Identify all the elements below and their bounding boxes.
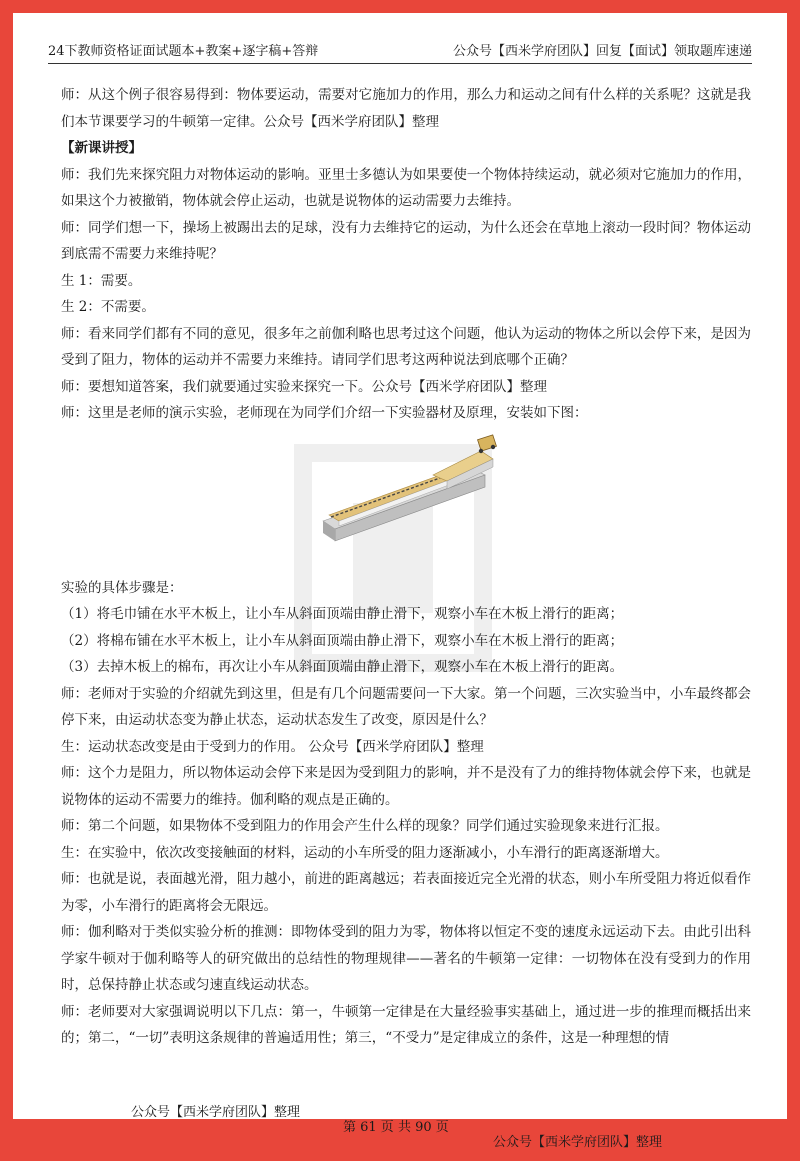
paragraph: 生：在实验中，依次改变接触面的材料，运动的小车所受的阻力逐渐减小，小车滑行的距离逐渐增大。 (61, 844, 669, 861)
document-page (13, 13, 787, 1150)
header-left-text: 24下教师资格证面试题本+教案+逐字稿+答辩 (48, 44, 319, 59)
paragraph: 师：老师对于实验的介绍就先到这里，但是有几个问题需要问一下大家。第一个问题，三次实验当中，小车最终都会停下来，由运动状态变为静止状态，运动状态发生了改变，原因是什么？ (61, 685, 751, 728)
paragraph: 师：我们先来探究阻力对物体运动的影响。亚里士多德认为如果要使一个物体持续运动，就必须对它施加力的作用，如果这个力被撤销，物体就会停止运动，也就是说物体的运动需要力去维持。 (61, 166, 751, 209)
paragraph: 生：运动状态改变是由于受到力的作用。 公众号【西米学府团队】整理 (61, 738, 484, 755)
paragraph: 师：要想知道答案，我们就要通过实验来探究一下。公众号【西米学府团队】整理 (61, 378, 547, 395)
page-header (48, 41, 752, 64)
paragraph: 实验的具体步骤是： (61, 579, 183, 596)
page-number: 第 61 页 共 90 页 (343, 1120, 449, 1135)
footer-left-text: 公众号【西米学府团队】整理 (131, 1105, 301, 1120)
experiment-figure (61, 429, 751, 571)
paragraph: 师：第二个问题，如果物体不受到阻力的作用会产生什么样的现象？同学们通过实验现象来进行汇报。 (61, 818, 669, 834)
paragraph: 师：从这个例子很容易得到：物体要运动，需要对它施加力的作用，那么力和运动之间有什么样的关系呢？这就是我们本节课要学习的牛顿第一定律。公众号【西米学府团队】整理 (61, 87, 751, 130)
page-footer (13, 1086, 787, 1161)
paragraph: 生 2：不需要。 (61, 299, 155, 315)
header-right-text: 公众号【西米学府团队】回复【面试】领取题库速递 (452, 44, 752, 59)
paragraph: 师：同学们想一下，操场上被踢出去的足球，没有力去维持它的运动，为什么还会在草地上滚动一段时间？物体运动到底需不需要力来维持呢？ (61, 219, 751, 262)
paragraph: 师：也就是说，表面越光滑，阻力越小，前进的距离越远；若表面接近完全光滑的状态，则小车所受阻力将近似看作为零，小车滑行的距离将会无限远。 (61, 871, 751, 914)
paragraph: 师：看来同学们都有不同的意见，很多年之前伽利略也思考过这个问题，他认为运动的物体之所以会停下来，是因为受到了阻力，物体的运动并不需要力来维持。请同学们思考这两种说法到底哪个正确？ (61, 325, 751, 368)
footer-right-text: 公众号【西米学府团队】整理 (493, 1135, 663, 1150)
incline-apparatus-illustration (313, 429, 503, 569)
paragraph: （2）将棉布铺在水平木板上，让小车从斜面顶端由静止滑下，观察小车在木板上滑行的距离； (61, 632, 624, 649)
paragraph: 师：这里是老师的演示实验，老师现在为同学们介绍一下实验器材及原理，安装如下图： (61, 405, 588, 421)
section-heading: 【新课讲授】 (61, 140, 142, 156)
paragraph: 生 1：需要。 (61, 272, 142, 289)
paragraph: 师：伽利略对于类似实验分析的推测：即物体受到的阻力为零，物体将以恒定不变的速度永远运动下去。由此引出科学家牛顿对于伽利略等人的研究做出的总结性的物理规律——著名的牛顿第一定律：一切物体在没有受到力的作用时，总保持静止状态或匀速直线运动状态。 (61, 924, 751, 993)
paragraph: （1）将毛巾铺在水平木板上，让小车从斜面顶端由静止滑下，观察小车在木板上滑行的距离； (61, 606, 624, 622)
paragraph: 师：老师要对大家强调说明以下几点：第一，牛顿第一定律是在大量经验事实基础上，通过进一步的推理而概括出来的；第二，“一切”表明这条规律的普遍适用性；第三，“不受力”是定律成立的条件，这是一种理想的情 (61, 1003, 751, 1046)
document-body (61, 82, 751, 1052)
paragraph: （3）去掉木板上的棉布，再次让小车从斜面顶端由静止滑下，观察小车在木板上滑行的距离。 (61, 659, 624, 675)
paragraph: 师：这个力是阻力，所以物体运动会停下来是因为受到阻力的影响，并不是没有了力的维持物体就会停下来，也就是说物体的运动不需要力的维持。伽利略的观点是正确的。 (61, 765, 751, 808)
